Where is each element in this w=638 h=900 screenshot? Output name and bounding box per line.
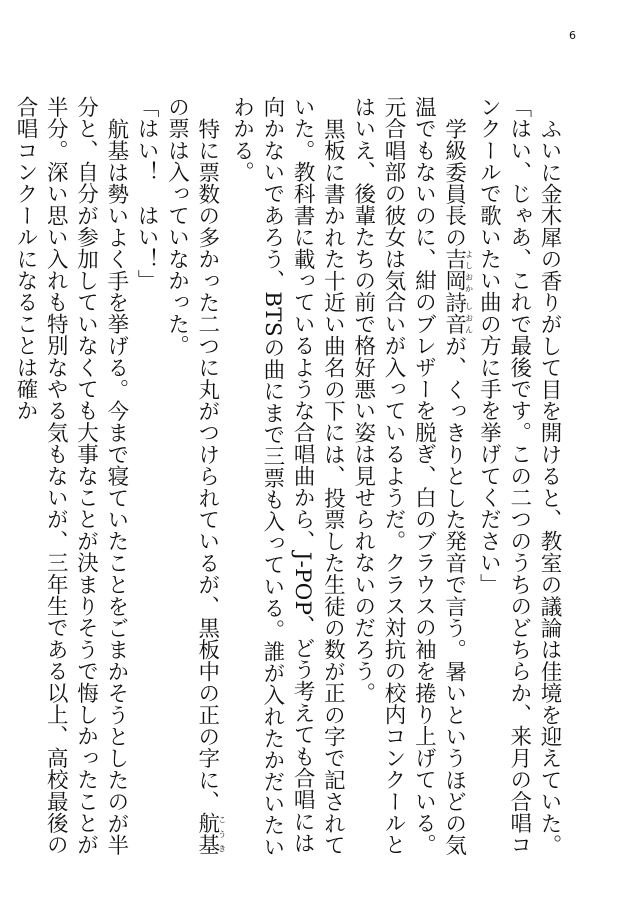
dialogue-paragraph [473,96,534,866]
text-run: 学級委員長の [441,117,467,248]
ruby-name [441,247,474,335]
narration-paragraph [534,96,564,866]
page-number: 6 [569,29,576,42]
narration-paragraph [226,96,347,866]
text-run: 「はい！ はい！」 [134,96,160,292]
text-run: が、くっきりとした発音で言う。暑いというほどの気温でもないのに、紺のブレザーを脱ぎ、白のブラウスの袖を捲り上げている。元合唱部の彼女は気合いが入っているようだ。クラス対抗の校内コンクールとはいえ、後輩たちの前で格好悪い姿は見せられないのだろう。 [350,96,467,856]
narration-paragraph [161,96,226,866]
novel-text-block [12,96,564,866]
narration-paragraph [347,96,473,866]
text-run: ふいに金木犀の香りがして目を開けると、教室の議論は佳境を迎えていた。 [537,117,562,856]
ruby-reading: よしおか しおん [464,247,474,335]
text-run: 黒板に書かれた十近い曲名の下には、投票した生徒の数が正の字で記されていた。教科書に載っているような合唱曲から、J-POP、どう考えても合唱には向かないであろう、BTSの曲にまで三票も入っている。誰が入れたかだいたいわかる。 [229,96,346,858]
narration-paragraph [10,96,131,866]
text-run: 特に票数の多かった二つに丸がつけられているが、黒板中の正の字に、 [194,117,220,812]
ruby-reading: こうき [217,811,227,856]
ruby-base: 吉岡詩音 [441,247,467,335]
dialogue-paragraph [131,96,161,866]
text-run: の票は入っていなかった。 [164,96,190,357]
text-run: 「はい、じゃあ、これで最後です。この二つのうちのどちらか、来月の合唱コンクールで歌いたい曲の方に手を挙げてください」 [476,96,532,856]
ruby-name [194,811,227,856]
ruby-base: 航基 [194,811,220,856]
text-run: 航基は勢いよく手を挙げる。今まで寝ていたことをごまかそうとしたのが半分と、自分が参加していなくても大事なことが決まりそうで悔しかったことが半分。深い思い入れも特別なやる気もないが、三年生である以上、高校最後の合唱コンクールになることは確か [12,96,129,856]
